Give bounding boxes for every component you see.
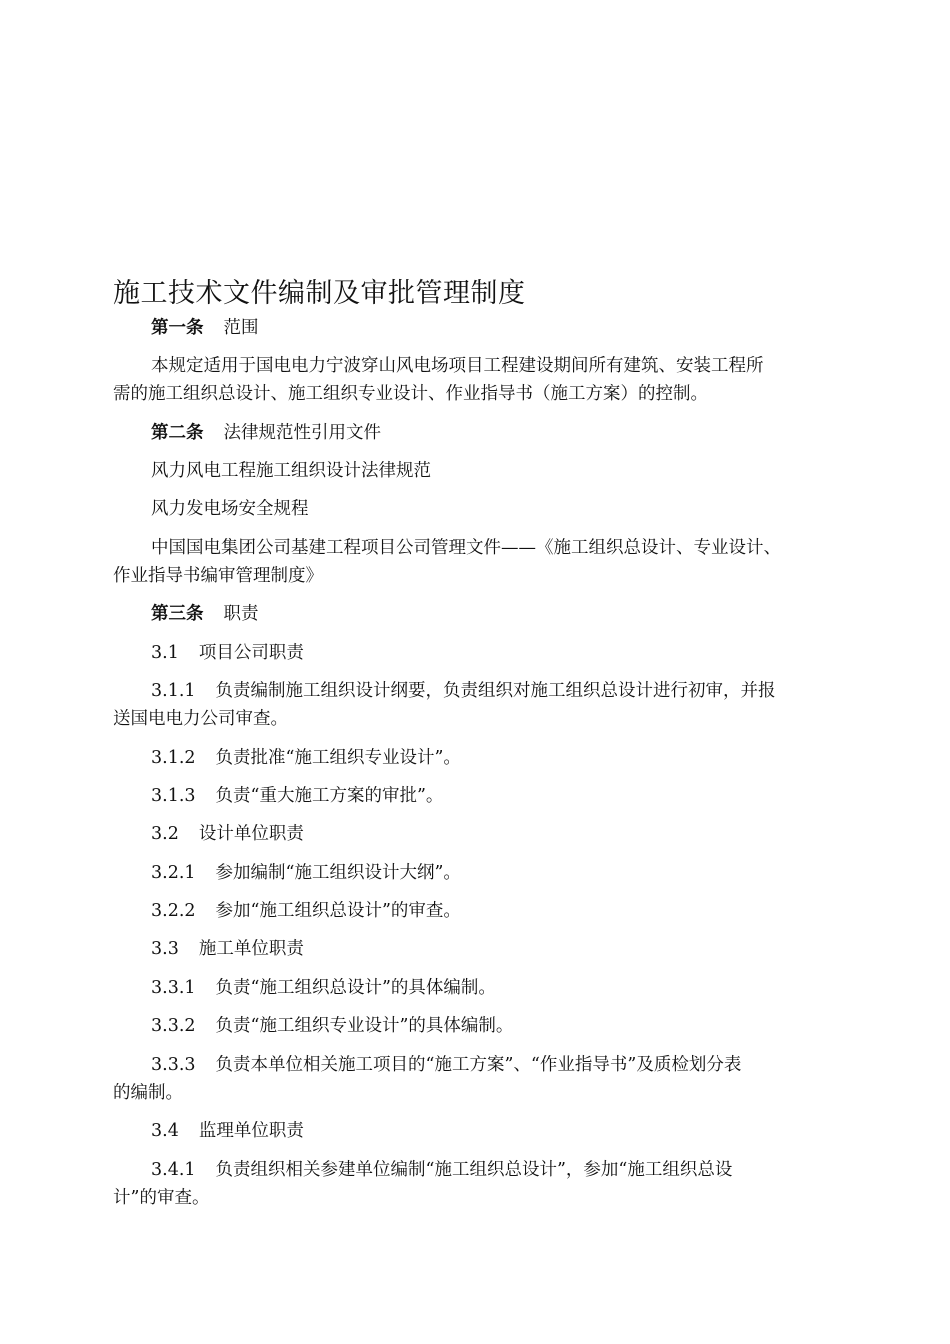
section-number: 3.2 — [151, 824, 179, 844]
section-3-3 — [151, 936, 304, 962]
article-title: 范围 — [223, 318, 259, 338]
article-label: 第一条 — [151, 318, 204, 338]
section-text: 参加编制“施工组织设计大纲”。 — [215, 863, 461, 883]
section-text-continued: 的编制。 — [113, 1083, 183, 1103]
section-number: 3.4.1 — [151, 1160, 196, 1180]
section-text-continued: 计”的审查。 — [113, 1188, 210, 1208]
section-3-2 — [151, 821, 304, 847]
section-3-1-3 — [151, 783, 443, 809]
section-number: 3.1.2 — [151, 748, 196, 768]
section-number: 3.2.1 — [151, 863, 196, 883]
section-3-2-1 — [151, 860, 461, 886]
section-number: 3.3.2 — [151, 1016, 196, 1036]
document-title: 施工技术文件编制及审批管理制度 — [113, 278, 526, 309]
section-text: 负责“重大施工方案的审批”。 — [215, 786, 444, 806]
section-3-3-1 — [151, 975, 496, 1001]
section-3-3-3 — [151, 1052, 741, 1078]
paragraph-line: 本规定适用于国电电力宁波穿山风电场项目工程建设期间所有建筑、安装工程所 — [151, 356, 764, 376]
section-number: 3.3 — [151, 939, 179, 959]
section-text: 负责“施工组织专业设计”的具体编制。 — [215, 1016, 514, 1036]
section-number: 3.1.3 — [151, 786, 196, 806]
section-number: 3.2.2 — [151, 901, 196, 921]
section-text: 项目公司职责 — [198, 643, 304, 663]
section-text: 监理单位职责 — [198, 1121, 304, 1141]
article-label: 第二条 — [151, 423, 204, 443]
section-number: 3.3.1 — [151, 978, 196, 998]
paragraph-line: 需的施工组织总设计、施工组织专业设计、作业指导书（施工方案）的控制。 — [113, 384, 708, 404]
section-number: 3.4 — [151, 1121, 179, 1141]
section-number: 3.3.3 — [151, 1055, 196, 1075]
section-text: 负责批准“施工组织专业设计”。 — [215, 748, 461, 768]
section-3-1 — [151, 640, 304, 666]
section-3-2-2 — [151, 898, 461, 924]
section-number: 3.1.1 — [151, 681, 196, 701]
article-3-heading — [151, 601, 259, 627]
section-text: 施工单位职责 — [198, 939, 304, 959]
section-3-4-1 — [151, 1157, 732, 1183]
section-3-1-1 — [151, 678, 776, 704]
reference-item: 中国国电集团公司基建工程项目公司管理文件——《施工组织总设计、专业设计、 — [151, 538, 781, 558]
article-1-heading — [151, 315, 259, 341]
article-title: 职责 — [223, 604, 259, 624]
section-3-4 — [151, 1118, 304, 1144]
article-2-heading — [151, 420, 381, 446]
section-text: 设计单位职责 — [198, 824, 304, 844]
section-text: 参加“施工组织总设计”的审查。 — [215, 901, 461, 921]
article-title: 法律规范性引用文件 — [223, 423, 381, 443]
reference-item-continued: 作业指导书编审管理制度》 — [113, 566, 323, 586]
section-number: 3.1 — [151, 643, 179, 663]
article-label: 第三条 — [151, 604, 204, 624]
section-text: 负责组织相关参建单位编制“施工组织总设计”，参加“施工组织总设 — [215, 1160, 733, 1180]
reference-item: 风力风电工程施工组织设计法律规范 — [151, 461, 431, 481]
section-text-continued: 送国电电力公司审查。 — [113, 709, 288, 729]
section-text: 负责编制施工组织设计纲要，负责组织对施工组织总设计进行初审，并报 — [215, 681, 776, 701]
section-text: 负责本单位相关施工项目的“施工方案”、“作业指导书”及质检划分表 — [215, 1055, 742, 1075]
reference-item: 风力发电场安全规程 — [151, 499, 309, 519]
section-3-1-2 — [151, 745, 461, 771]
section-3-3-2 — [151, 1013, 513, 1039]
section-text: 负责“施工组织总设计”的具体编制。 — [215, 978, 496, 998]
